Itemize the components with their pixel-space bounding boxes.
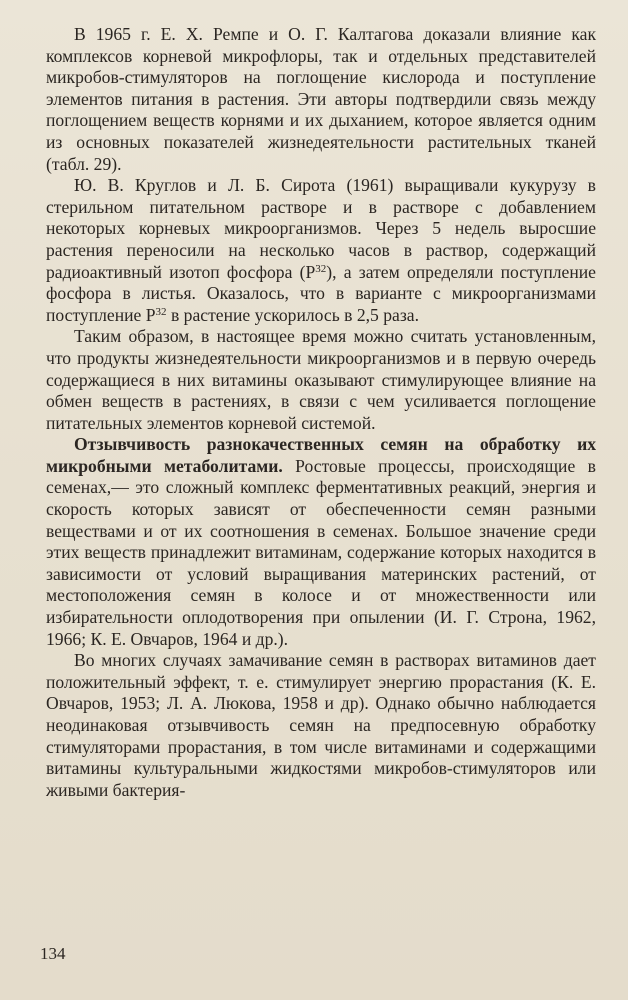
paragraph-4-text: Ростовые процессы, происходящие в семенах,— это сложный комплекс ферментативных реакций, энергия и скорость которых зависят от обеспеченности семян разными веществами и от их соотношения в семенах. Большое значение среди этих веществ принадлежит витаминам, содержание которых находится в зависимости от условий выращивания материнских растений, от местоположения семян в колосе и от множественности или избирательности оплодотворения при опылении (И. Г. Строна, 1962, 1966; К. Е. Овчаров, 1964 и др.). xyxy=(46,455,596,649)
paragraph-3 xyxy=(46,326,596,434)
superscript-isotope-2: 32 xyxy=(155,305,167,318)
superscript-isotope-1: 32 xyxy=(315,262,327,275)
paragraph-2-text-part3: в растение ускорилось в 2,5 раза. xyxy=(166,304,419,325)
paragraph-2-text-part2: ), а затем определяли поступление фосфора в листья. Оказалось, что в варианте с микроорганизмами поступление P xyxy=(46,261,596,325)
paragraph-1 xyxy=(46,24,596,175)
paragraph-5 xyxy=(46,650,596,801)
section-heading: Отзывчивость разнокачественных семян на обработку их микробными метаболитами. xyxy=(46,434,596,476)
paragraph-1-text: В 1965 г. Е. Х. Ремпе и О. Г. Калтагова доказали влияние как комплексов корневой микрофлоры, так и отдельных представителей микробов-стимуляторов на поглощение кислорода и поступление элементов питания в растения. Эти авторы подтвердили связь между поглощением веществ корнями и их дыханием, которое является одним из основных показателей жизнедеятельности растительных тканей (табл. 29). xyxy=(46,24,596,174)
page-body xyxy=(46,24,596,801)
paragraph-5-text: Во многих случаях замачивание семян в растворах витаминов дает положительный эффект, т. е. стимулирует энергию прорастания (К. Е. Овчаров, 1953; Л. А. Люкова, 1958 и др). Однако обычно наблюдается неодинаковая отзывчивость семян на предпосевную обработку стимуляторами прорастания, в том числе витаминами и содержащими витамины культуральными жидкостями микробов-стимуляторов или живыми бактерия- xyxy=(46,650,596,800)
paragraph-2-text-part1: Ю. В. Круглов и Л. Б. Сирота (1961) выращивали кукурузу в стерильном питательном растворе и в растворе с добавлением некоторых корневых микроорганизмов. Через 5 недель выросшие растения переносили на несколько часов в раствор, содержащий радиоактивный изотоп фосфора (P xyxy=(46,175,596,282)
page-number: 134 xyxy=(40,944,66,963)
paragraph-2 xyxy=(46,175,596,326)
paragraph-3-text: Таким образом, в настоящее время можно считать установленным, что продукты жизнедеятельности микроорганизмов и в первую очередь содержащиеся в них витамины оказывают стимулирующее влияние на обмен веществ в растениях, в связи с чем усиливается поглощение питательных элементов корневой системой. xyxy=(46,326,596,433)
paragraph-4 xyxy=(46,434,596,650)
